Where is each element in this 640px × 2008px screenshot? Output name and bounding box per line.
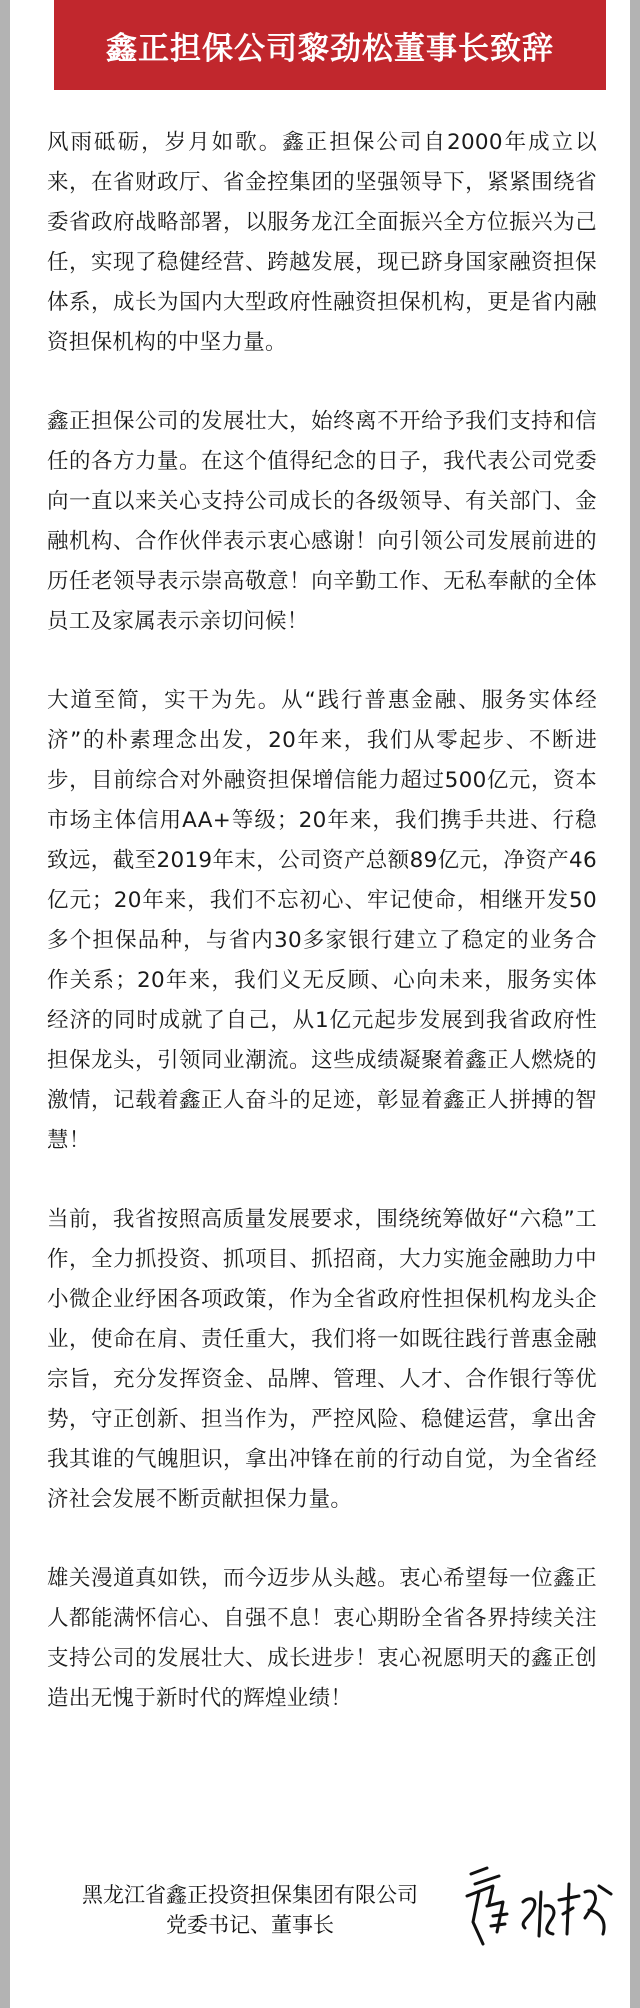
handwritten-signature bbox=[453, 1862, 625, 1952]
signer-position: 党委书记、董事长 bbox=[166, 1913, 334, 1937]
organization-name: 黑龙江省鑫正投资担保集团有限公司 bbox=[82, 1883, 418, 1907]
page-title: 鑫正担保公司黎劲松董事长致辞 bbox=[106, 30, 554, 67]
paragraph-2: 鑫正担保公司的发展壮大，始终离不开给予我们支持和信任的各方力量。在这个值得纪念的日子，我代表公司党委向一直以来关心支持公司成长的各级领导、有关部门、金融机构、合作伙伴表示衷心感谢！向引领公司发展前进的历任老领导表示崇高敬意！向辛勤工作、无私奉献的全体员工及家属表示亲切问候！ bbox=[47, 409, 597, 634]
title-banner bbox=[54, 0, 606, 90]
paragraph-4: 当前，我省按照高质量发展要求，围绕统筹做好“六稳”工作，全力抓投资、抓项目、抓招商，大力实施金融助力中小微企业纾困各项政策，作为全省政府性担保机构龙头企业，使命在肩、责任重大，我们将一如既往践行普惠金融宗旨，充分发挥资金、品牌、管理、人才、合作银行等优势，守正创新、担当作为，严控风险、稳健运营，拿出舍我其谁的气魄胆识，拿出冲锋在前的行动自觉，为全省经济社会发展不断贡献担保力量。 bbox=[47, 1207, 597, 1512]
paragraph-1: 风雨砥砺，岁月如歌。鑫正担保公司自2000年成立以来，在省财政厅、省金控集团的坚强领导下，紧紧围绕省委省政府战略部署，以服务龙江全面振兴全方位振兴为己任，实现了稳健经营、跨越发展，现已跻身国家融资担保体系，成长为国内大型政府性融资担保机构，更是省内融资担保机构的中坚力量。 bbox=[47, 130, 597, 355]
letter-page bbox=[10, 0, 630, 2008]
paragraph-5: 雄关漫道真如铁，而今迈步从头越。衷心希望每一位鑫正人都能满怀信心、自强不息！衷心期盼全省各界持续关注支持公司的发展壮大、成长进步！衷心祝愿明天的鑫正创造出无愧于新时代的辉煌业绩！ bbox=[47, 1566, 597, 1711]
paragraph-3: 大道至简，实干为先。从“践行普惠金融、服务实体经济”的朴素理念出发，20年来，我们从零起步、不断进步，目前综合对外融资担保增信能力超过500亿元，资本市场主体信用AA+等级；20年来，我们携手共进、行稳致远，截至2019年末，公司资产总额89亿元，净资产46亿元；20年来，我们不忘初心、牢记使命，相继开发50多个担保品种，与省内30多家银行建立了稳定的业务合作关系；20年来，我们义无反顾、心向未来，服务实体经济的同时成就了自己，从1亿元起步发展到我省政府性担保龙头，引领同业潮流。这些成绩凝聚着鑫正人燃烧的激情，记载着鑫正人奋斗的足迹，彰显着鑫正人拼搏的智慧！ bbox=[47, 688, 597, 1153]
sign-off bbox=[50, 1880, 450, 1940]
speech-body bbox=[47, 123, 597, 1758]
